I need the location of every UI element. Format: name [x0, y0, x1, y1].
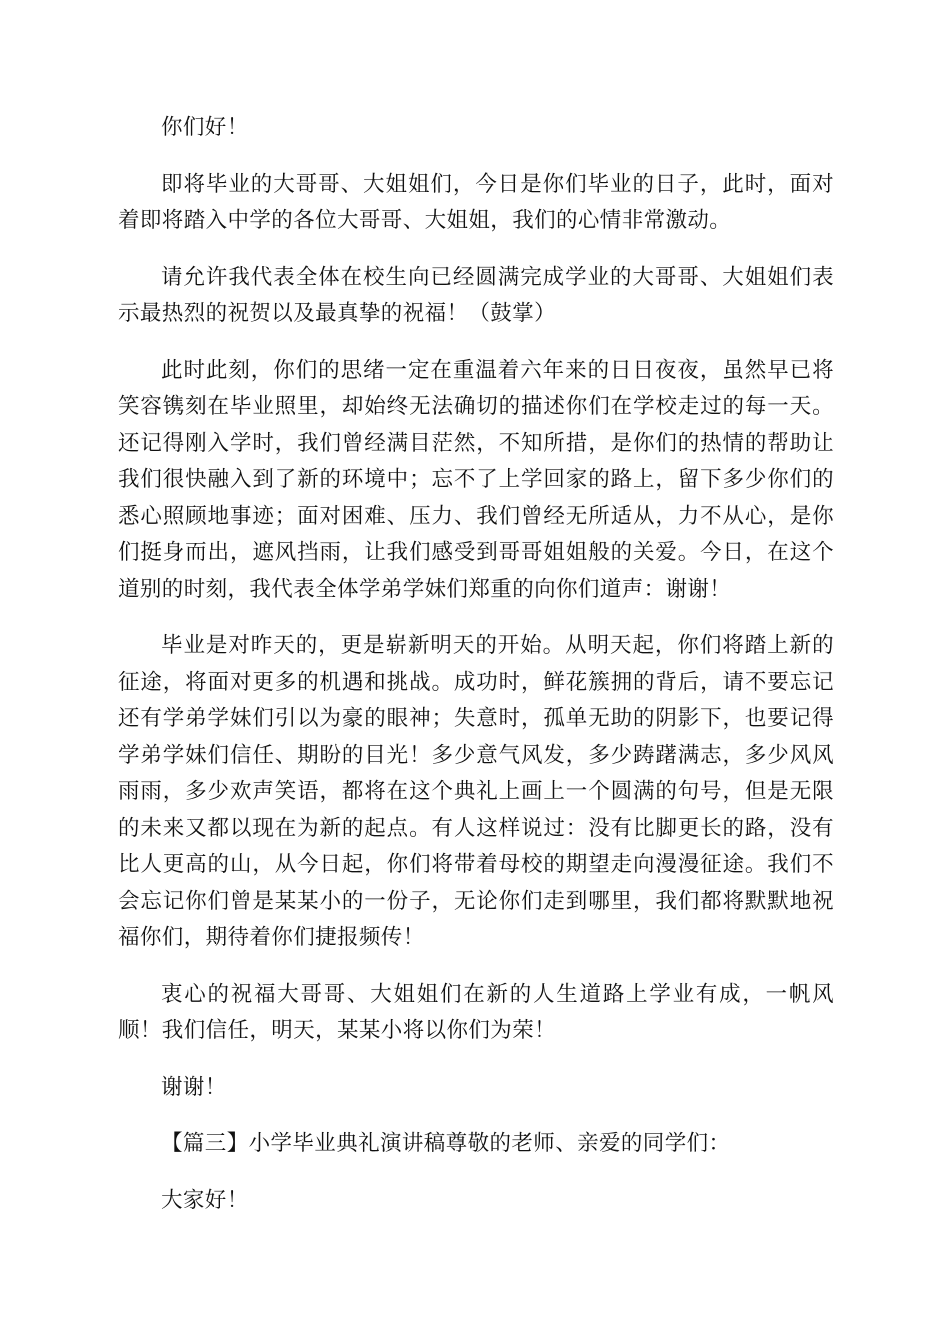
paragraph-congratulations: 请允许我代表全体在校生向已经圆满完成学业的大哥哥、大姐姐们表示最热烈的祝贺以及最真挚的祝福！（鼓掌）	[118, 264, 834, 326]
paragraph-blessing: 衷心的祝福大哥哥、大姐姐们在新的人生道路上学业有成，一帆风顺！我们信任，明天，某某小将以你们为荣！	[118, 981, 834, 1043]
document-body	[118, 110, 834, 1239]
paragraph-thanks: 谢谢！	[161, 1074, 227, 1100]
paragraph-future: 毕业是对昨天的，更是崭新明天的开始。从明天起，你们将踏上新的征途，将面对更多的机遇和挑战。成功时，鲜花簇拥的背后，请不要忘记还有学弟学妹们引以为豪的眼神；失意时，孤单无助的阴影下，也要记得学弟学妹们信任、期盼的目光！多少意气风发，多少踌躇满志，多少风风雨雨，多少欢声笑语，都将在这个典礼上画上一个圆满的句号，但是无限的未来又都以现在为新的起点。有人这样说过：没有比脚更长的路，没有比人更高的山，从今日起，你们将带着母校的期望走向漫漫征途。我们不会忘记你们曾是某某小的一份子，无论你们走到哪里，我们都将默默地祝福你们，期待着你们捷报频传！	[118, 633, 834, 950]
paragraph-memories: 此时此刻，你们的思绪一定在重温着六年来的日日夜夜，虽然早已将笑容镌刻在毕业照里，却始终无法确切的描述你们在学校走过的每一天。还记得刚入学时，我们曾经满目茫然，不知所措，是你们的热情的帮助让我们很快融入到了新的环境中；忘不了上学回家的路上，留下多少你们的悉心照顾地事迹；面对困难、压力、我们曾经无所适从，力不从心，是你们挺身而出，遮风挡雨，让我们感受到哥哥姐姐般的关爱。今日，在这个道别的时刻，我代表全体学弟学妹们郑重的向你们道声：谢谢！	[118, 357, 834, 602]
paragraph-opening: 即将毕业的大哥哥、大姐姐们，今日是你们毕业的日子，此时，面对着即将踏入中学的各位大哥哥、大姐姐，我们的心情非常激动。	[118, 171, 834, 233]
section-heading: 【篇三】小学毕业典礼演讲稿尊敬的老师、亲爱的同学们：	[161, 1131, 731, 1156]
paragraph-hello: 大家好！	[161, 1187, 249, 1213]
paragraph-greeting: 你们好！	[161, 115, 249, 140]
